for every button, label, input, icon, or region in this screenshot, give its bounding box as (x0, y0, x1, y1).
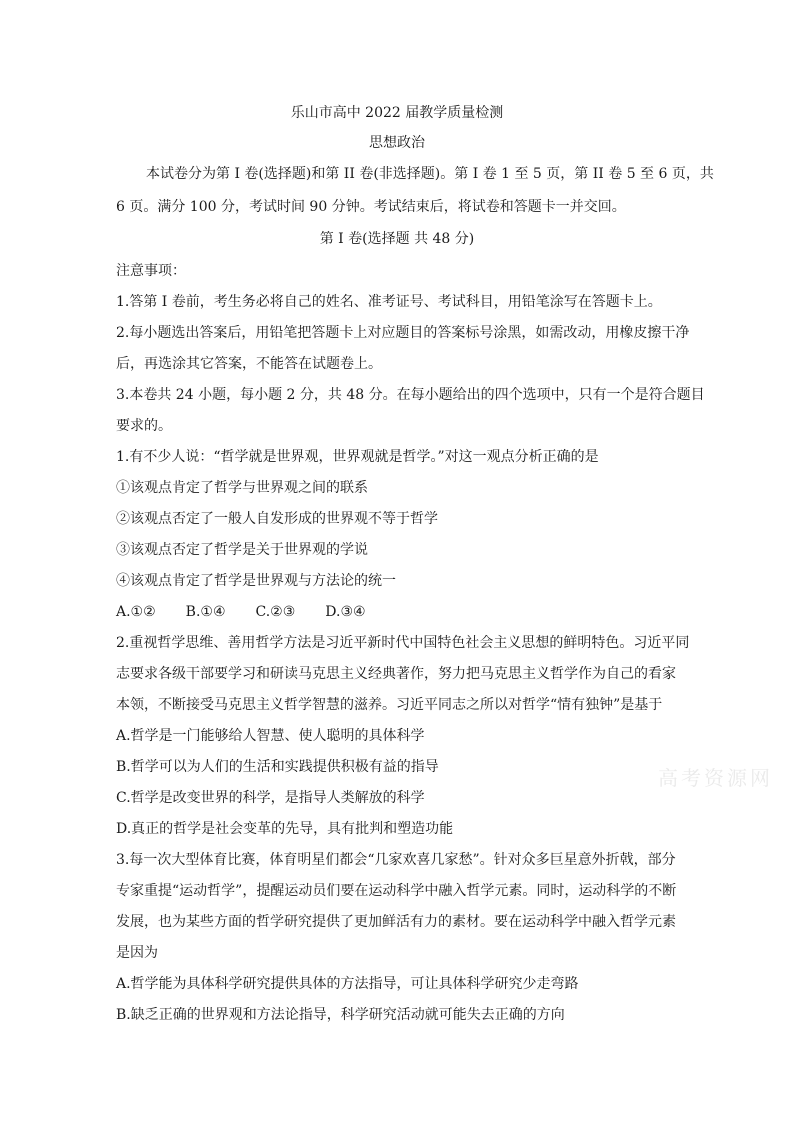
q1-statement-2: ②该观点否定了一般人自发形成的世界观不等于哲学 (116, 511, 438, 527)
exam-title: 乐山市高中 2022 届教学质量检测 (290, 105, 504, 121)
intro-line-1: 本试卷分为第 I 卷(选择题)和第 II 卷(非选择题)。第 I 卷 1 至 5 页，第 II 卷 5 至 6 页，共 (146, 166, 714, 182)
notes-heading: 注意事项： (116, 263, 186, 279)
q2-option-d: D.真正的哲学是社会变革的先导，具有批判和塑造功能 (116, 821, 454, 837)
q2-option-a: A.哲学是一门能够给人智慧、使人聪明的具体科学 (116, 728, 425, 744)
note-3-line-1: 3.本卷共 24 小题，每小题 2 分，共 48 分。在每小题给出的四个选项中，只有一个是符合题目 (116, 387, 705, 403)
q3-stem-line-2: 专家重提“运动哲学”，提醒运动员们要在运动科学中融入哲学元素。同时，运动科学的不断 (116, 883, 677, 899)
intro-line-2: 6 页。满分 100 分，考试时间 90 分钟。考试结束后，将试卷和答题卡一并交回。 (116, 199, 626, 215)
q1-statement-1: ①该观点肯定了哲学与世界观之间的联系 (116, 480, 368, 496)
q3-stem-line-4: 是因为 (116, 945, 158, 961)
q2-stem-line-3: 本领，不断接受马克思主义哲学智慧的滋养。习近平同志之所以对哲学“情有独钟”是基于 (116, 697, 663, 713)
q1-choice-a: A.①② (116, 604, 156, 620)
q2-option-c: C.哲学是改变世界的科学，是指导人类解放的科学 (116, 790, 425, 806)
watermark: 高考资源网 (658, 766, 773, 790)
q1-choice-c: C.②③ (255, 604, 296, 620)
q3-option-b: B.缺乏正确的世界观和方法论指导，科学研究活动就可能失去正确的方向 (116, 1007, 565, 1023)
q1-choices (116, 602, 366, 622)
q3-option-a: A.哲学能为具体科学研究提供具体的方法指导，可让具体科学研究少走弯路 (116, 976, 579, 992)
q2-stem-line-1: 2.重视哲学思维、善用哲学方法是习近平新时代中国特色社会主义思想的鲜明特色。习近平同 (116, 635, 690, 651)
q1-statement-4: ④该观点肯定了哲学是世界观与方法论的统一 (116, 573, 396, 589)
exam-subject: 思想政治 (369, 135, 425, 151)
q2-option-b: B.哲学可以为人们的生活和实践提供积极有益的指导 (116, 759, 439, 775)
note-2-line-1: 2.每小题选出答案后，用铅笔把答题卡上对应题目的答案标号涂黑，如需改动，用橡皮擦干净 (116, 325, 690, 341)
q1-choice-d: D.③④ (325, 604, 366, 620)
section-title: 第 I 卷(选择题 共 48 分) (319, 231, 475, 247)
q3-stem-line-3: 发展，也为某些方面的哲学研究提供了更加鲜活有力的素材。要在运动科学中融入哲学元素 (116, 914, 676, 930)
note-3-line-2: 要求的。 (116, 418, 172, 434)
note-1: 1.答第 I 卷前，考生务必将自己的姓名、准考证号、考试科目，用铅笔涂写在答题卡上。 (116, 294, 662, 310)
q1-statement-3: ③该观点否定了哲学是关于世界观的学说 (116, 542, 368, 558)
q2-stem-line-2: 志要求各级干部要学习和研读马克思主义经典著作，努力把马克思主义哲学作为自己的看家 (116, 666, 676, 682)
note-2-line-2: 后，再选涂其它答案，不能答在试题卷上。 (116, 356, 382, 372)
q1-choice-b: B.①④ (185, 604, 226, 620)
q1-stem: 1.有不少人说：“哲学就是世界观，世界观就是哲学。”对这一观点分析正确的是 (116, 449, 599, 465)
q3-stem-line-1: 3.每一次大型体育比赛，体育明星们都会“几家欢喜几家愁”。针对众多巨星意外折戟，部分 (116, 852, 676, 868)
